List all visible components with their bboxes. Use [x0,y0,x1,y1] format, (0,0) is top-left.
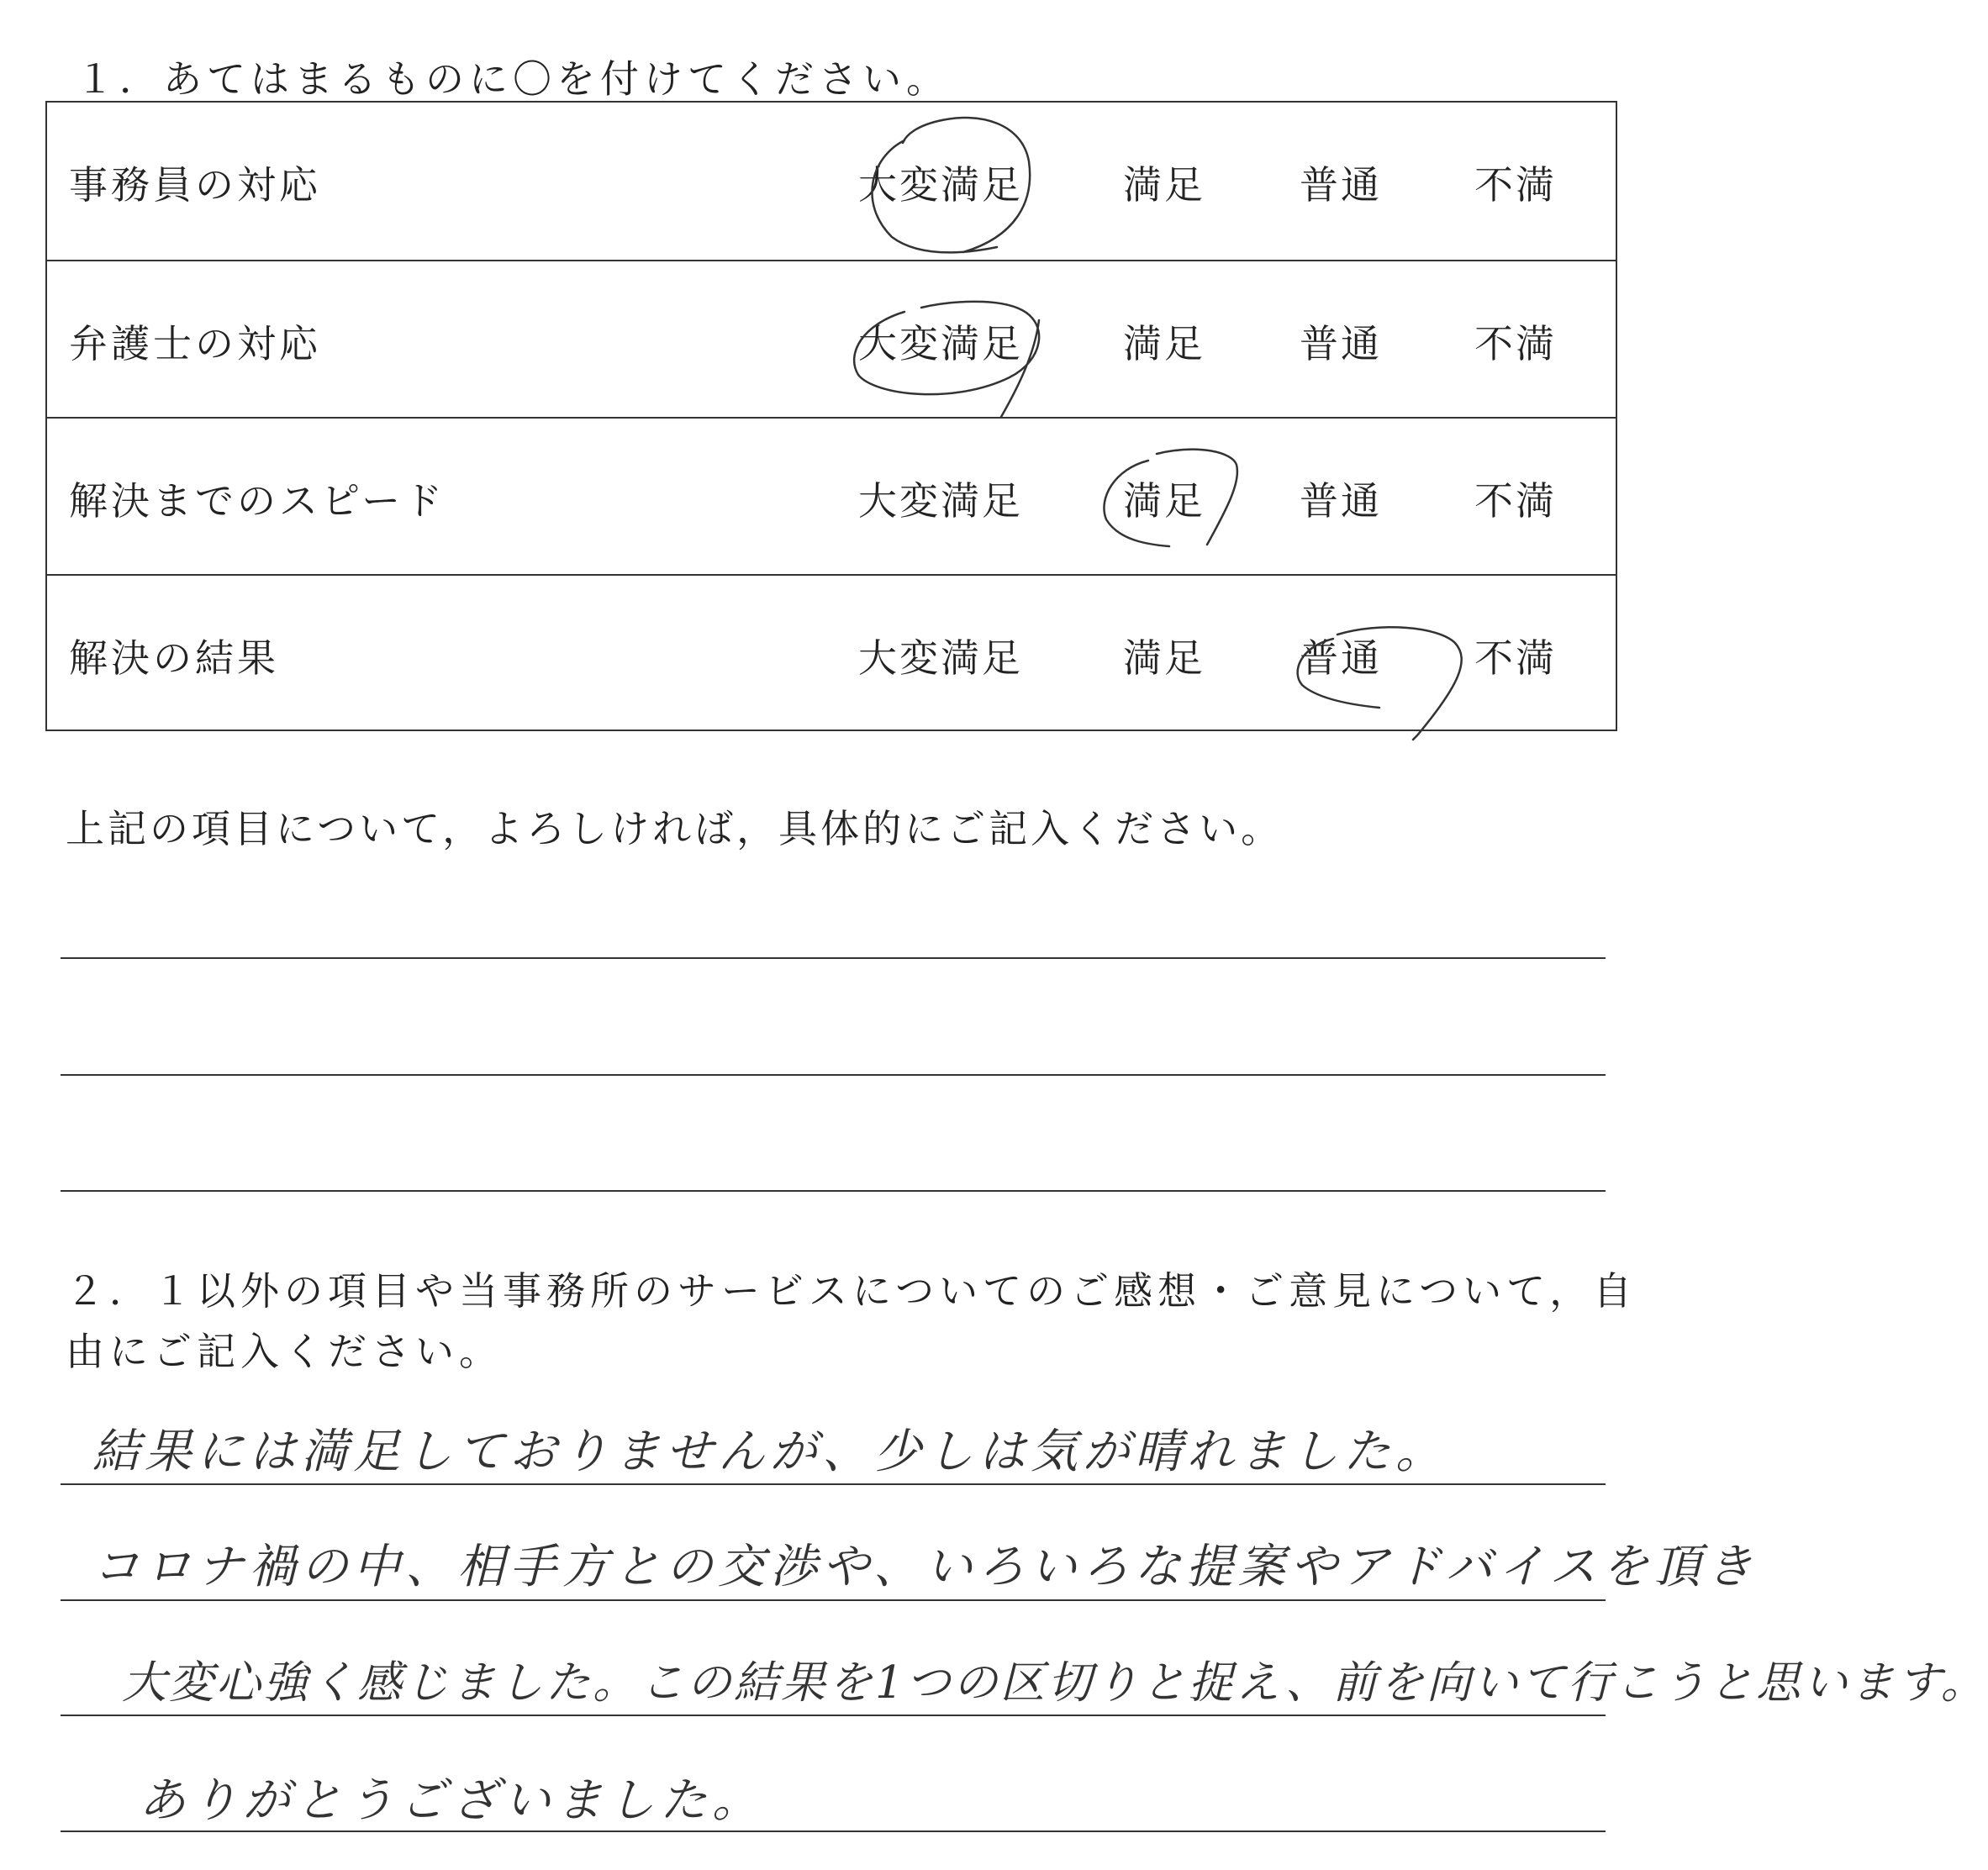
option-satisfied[interactable]: 満足 [1123,162,1205,208]
option-dissatisfied[interactable]: 不満 [1474,478,1557,524]
answer-line[interactable] [61,1599,1606,1601]
handwritten-answer-line: ありがとうございました。 [139,1773,764,1828]
rating-row [47,417,1616,574]
option-average[interactable]: 普通 [1300,162,1382,208]
option-very-satisfied[interactable]: 大変満足 [858,321,1023,366]
option-satisfied[interactable]: 満足 [1123,635,1205,681]
option-average[interactable]: 普通 [1300,635,1382,681]
row-label: 解決までのスピード [69,478,446,524]
answer-line[interactable] [61,1715,1606,1716]
option-satisfied[interactable]: 満足 [1123,478,1205,524]
option-satisfied[interactable]: 満足 [1123,321,1205,366]
rating-row [47,260,1616,417]
option-dissatisfied[interactable]: 不満 [1474,162,1557,208]
option-average[interactable]: 普通 [1300,478,1382,524]
question-2-heading: ２．１以外の項目や当事務所のサービスについてのご感想・ご意見について，自由にご記入ください。 [66,1268,1637,1374]
row-label: 解決の結果 [69,635,279,681]
answer-line[interactable] [61,1483,1606,1485]
question-1-heading: １．あてはまるものに〇を付けてください。 [76,56,950,102]
blank-answer-line[interactable] [61,1190,1606,1192]
handwritten-answer-line: 大変心強く感じました。この結果を1つの区切りと捉え、前を向いて行こうと思います。 [122,1657,1988,1709]
blank-answer-line[interactable] [61,957,1606,959]
rating-row [47,103,1616,260]
row-label: 弁護士の対応 [69,321,321,366]
blank-answer-line[interactable] [61,1074,1606,1076]
handwritten-answer-line: 結果には満足しておりませんが、少しは気が晴れました。 [92,1425,1447,1479]
option-very-satisfied[interactable]: 大変満足 [858,162,1023,208]
option-average[interactable]: 普通 [1300,321,1382,366]
row-label: 事務員の対応 [69,162,321,208]
option-very-satisfied[interactable]: 大変満足 [858,478,1023,524]
handwritten-answer-line: コロナ禍の中、相手方との交渉や、いろいろな提案やアドバイスを頂き [92,1540,1759,1594]
option-dissatisfied[interactable]: 不満 [1474,635,1557,681]
answer-line[interactable] [61,1830,1606,1832]
comment-instruction: 上記の項目について，よろしければ，具体的にご記入ください。 [66,806,1284,851]
rating-table [45,101,1617,731]
rating-row [47,574,1616,731]
option-dissatisfied[interactable]: 不満 [1474,321,1557,366]
option-very-satisfied[interactable]: 大変満足 [858,635,1023,681]
